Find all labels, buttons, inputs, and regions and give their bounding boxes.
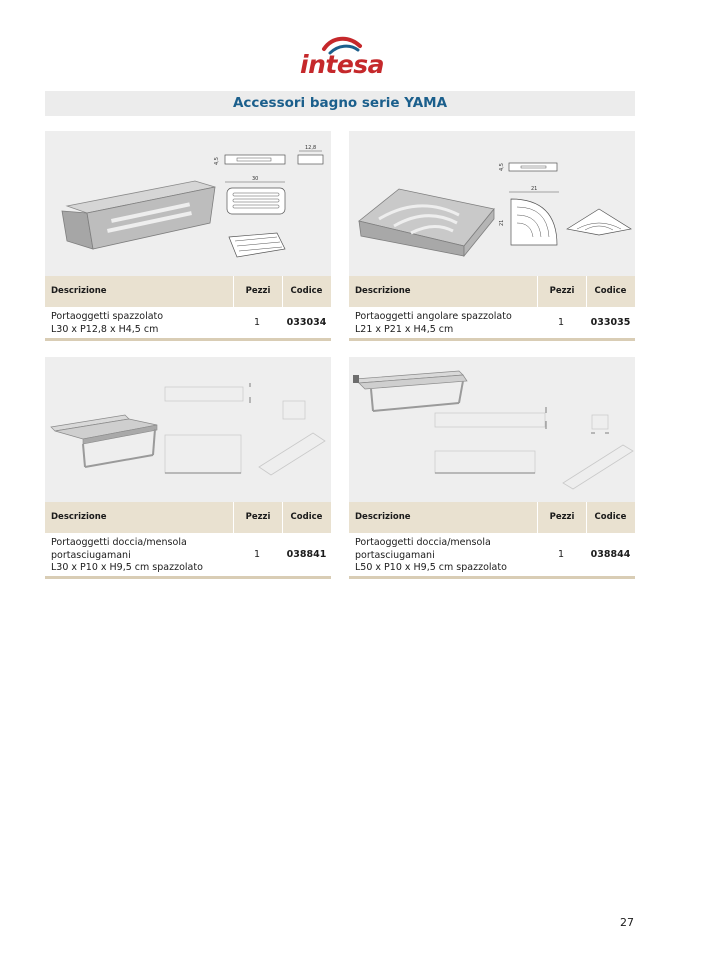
header-code: Codice [594, 286, 627, 296]
description-line-3: L30 x P10 x H9,5 cm spazzolato [51, 562, 203, 573]
header-description: Descrizione [51, 512, 107, 522]
header-code: Codice [290, 512, 323, 522]
table-header [349, 276, 635, 307]
header-pieces: Pezzi [233, 276, 283, 307]
row-divider [45, 338, 331, 341]
intesa-logo [300, 34, 384, 82]
product-pieces: 1 [557, 549, 565, 560]
header-pieces: Pezzi [537, 276, 587, 307]
dim-height-label: 4,5 [214, 157, 220, 165]
description-line-1: Portaoggetti doccia/mensola [355, 537, 491, 548]
product-image [349, 131, 635, 276]
towel-shelf-drawing [45, 357, 331, 502]
header-description: Descrizione [355, 286, 411, 296]
table-header [45, 276, 331, 307]
description-line-2: portasciugamani [51, 549, 131, 561]
product-description [51, 311, 231, 336]
product-pieces: 1 [557, 317, 565, 328]
row-divider [349, 338, 635, 341]
product-pieces: 1 [253, 549, 261, 560]
table-header [45, 502, 331, 533]
rectangular-basket-drawing [45, 131, 331, 276]
row-divider [45, 576, 331, 579]
dim-depth-label: 12,8 [305, 145, 317, 151]
description-line-1: Portaoggetti doccia/mensola [51, 537, 187, 548]
dim-depth-label: 21 [499, 219, 505, 226]
description-line-3: L50 x P10 x H9,5 cm spazzolato [355, 562, 507, 573]
product-image [45, 131, 331, 276]
long-towel-shelf-drawing [349, 357, 635, 502]
logo-wordmark: intesa [300, 50, 385, 79]
product-image [349, 357, 635, 502]
product-image [45, 357, 331, 502]
product-description [355, 537, 535, 575]
page-title: Accessori bagno serie YAMA [232, 95, 448, 111]
dim-height-label: 4,5 [499, 163, 505, 171]
row-divider [349, 576, 635, 579]
dim-width-label: 30 [252, 176, 259, 182]
description-line-1: Portaoggetti angolare spazzolato [355, 311, 512, 322]
product-description [355, 311, 535, 336]
table-header [349, 502, 635, 533]
description-line-2: L30 x P12,8 x H4,5 cm [51, 323, 159, 335]
dim-width-label: 21 [531, 186, 538, 192]
header-pieces: Pezzi [537, 502, 587, 533]
header-description: Descrizione [51, 286, 107, 296]
product-code: 033035 [590, 317, 631, 328]
section-title-bar [45, 91, 635, 116]
header-description: Descrizione [355, 512, 411, 522]
header-pieces: Pezzi [233, 502, 283, 533]
description-line-2: L21 x P21 x H4,5 cm [355, 323, 454, 335]
product-code: 033034 [286, 317, 327, 328]
product-description [51, 537, 231, 575]
product-code: 038844 [590, 549, 631, 560]
product-code: 038841 [286, 549, 327, 560]
description-line-2: portasciugamani [355, 549, 435, 561]
description-line-1: Portaoggetti spazzolato [51, 311, 164, 322]
header-code: Codice [290, 286, 323, 296]
page-number: 27 [620, 916, 634, 929]
product-pieces: 1 [253, 317, 261, 328]
corner-basket-drawing [349, 131, 635, 276]
header-code: Codice [594, 512, 627, 522]
